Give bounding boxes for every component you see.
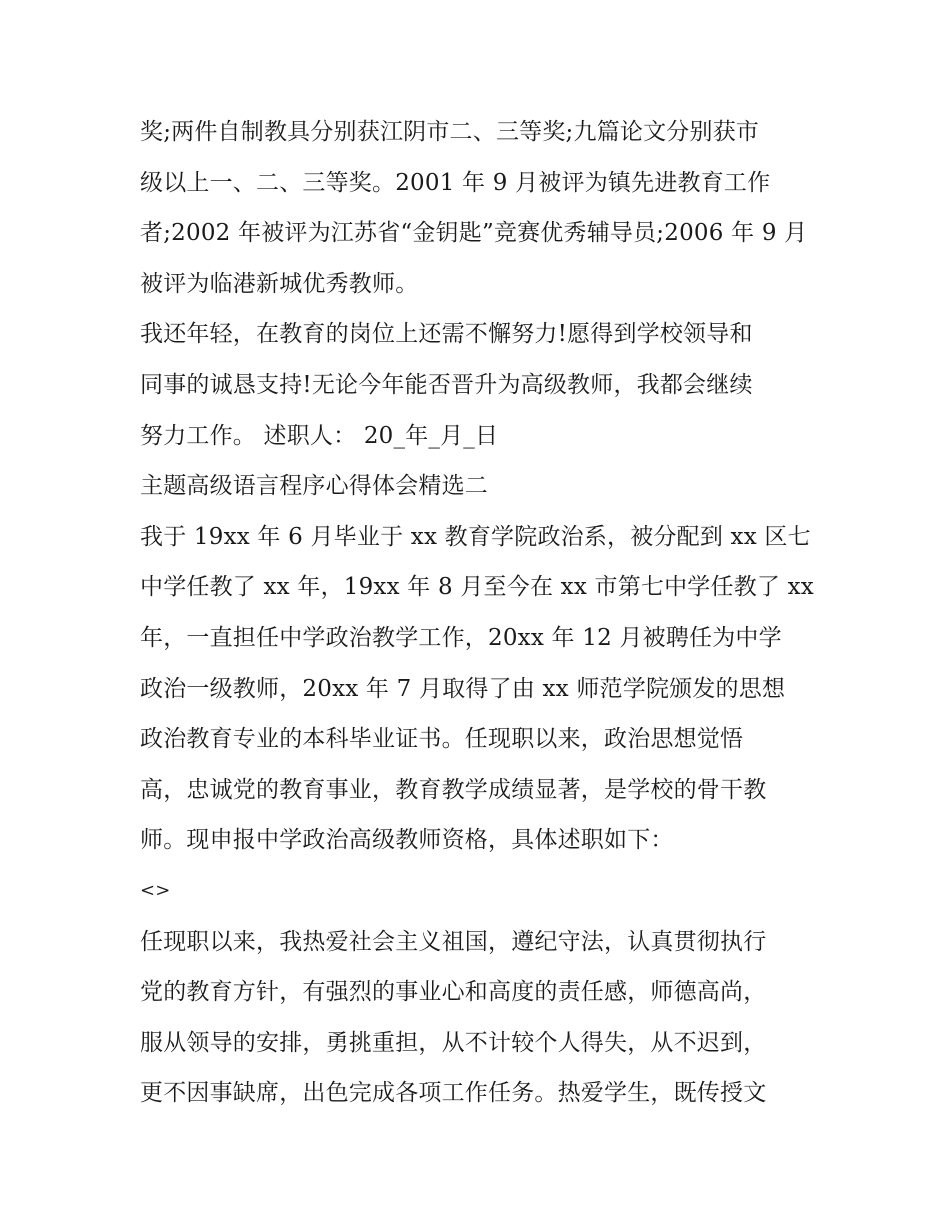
- text-line: 我于 19xx 年 6 月毕业于 xx 教育学院政治系，被分配到 xx 区七: [140, 523, 811, 550]
- text-line: 党的教育方针，有强烈的事业心和高度的责任感，师德高尚，: [140, 979, 767, 1006]
- text-line: 奖;两件自制教具分别获江阴市二、三等奖;九篇论文分别获市: [140, 119, 760, 145]
- text-line: 年，一直担任中学政治教学工作，20xx 年 12 月被聘任为中学: [140, 624, 782, 651]
- text-line: 中学任教了 xx 年，19xx 年 8 月至今在 xx 市第七中学任教了 xx: [140, 574, 814, 601]
- text-line: 级以上一、二、三等奖。2001 年 9 月被评为镇先进教育工作: [140, 169, 771, 196]
- text-line: 服从领导的安排，勇挑重担，从不计较个人得失，从不迟到，: [140, 1029, 767, 1056]
- placeholder-marker: <>: [140, 879, 171, 901]
- document-body: [140, 107, 820, 1119]
- text-line: 政治教育专业的本科毕业证书。任现职以来，政治思想觉悟: [140, 726, 744, 753]
- text-line: 任现职以来，我热爱社会主义祖国，遵纪守法，认真贯彻执行: [140, 928, 767, 955]
- text-line: 者;2002 年被评为江苏省“金钥匙”竞赛优秀辅导员;2006 年 9 月: [140, 220, 808, 247]
- text-line: 师。现申报中学政治高级教师资格，具体述职如下：: [140, 827, 674, 854]
- text-line: 同事的诚恳支持!无论今年能否晋升为高级教师，我都会继续: [140, 371, 753, 398]
- text-line: 政治一级教师，20xx 年 7 月取得了由 xx 师范学院颁发的思想: [140, 675, 786, 702]
- text-line: 高，忠诚党的教育事业，教育教学成绩显著，是学校的骨干教: [140, 776, 767, 803]
- text-line: 被评为临港新城优秀教师。: [140, 270, 419, 297]
- text-line: 我还年轻，在教育的岗位上还需不懈努力!愿得到学校领导和: [140, 321, 753, 348]
- text-line: 努力工作。 述职人： 20_年_月_日: [140, 422, 499, 449]
- text-line: 更不因事缺席，出色完成各项工作任务。热爱学生，既传授文: [140, 1080, 767, 1107]
- section-heading: 主题高级语言程序心得体会精选二: [140, 473, 488, 500]
